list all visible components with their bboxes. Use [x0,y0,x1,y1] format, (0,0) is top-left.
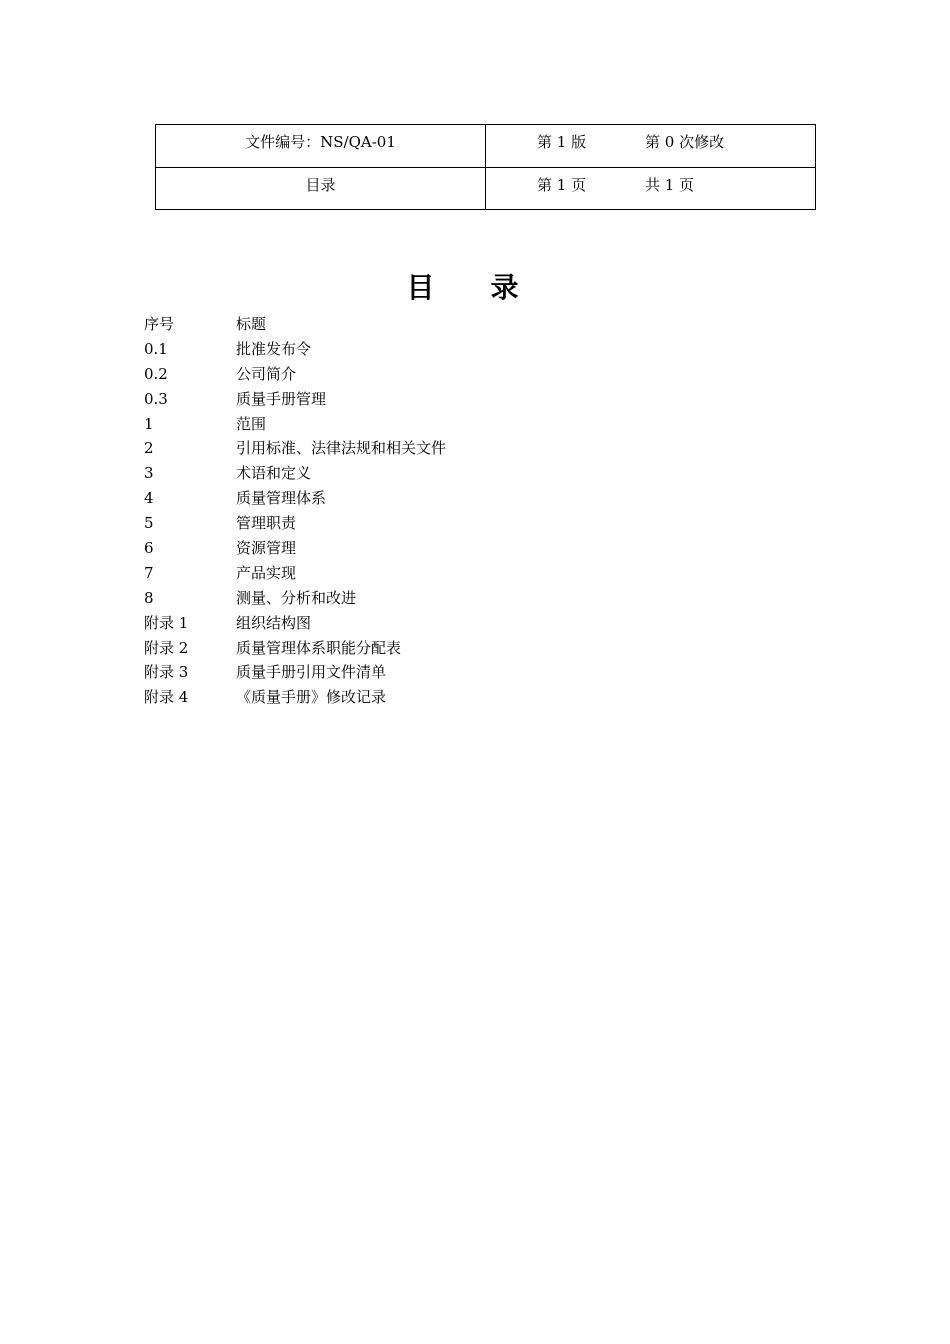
total-pages: 共 1 页 [645,175,695,194]
toc-item-title: 质量手册引用文件清单 [236,663,387,682]
header-row [156,125,816,168]
toc-item-number: 4 [144,489,154,508]
page-title: 目录 [406,271,575,304]
toc-item-number: 1 [144,414,154,433]
page-number: 第 1 页 [537,175,587,194]
toc-item-title: 《质量手册》修改记录 [236,688,387,707]
toc-column-title: 标题 [236,315,267,333]
toc-item-title: 管理职责 [236,514,297,533]
doc-number: 文件编号：NS/QA-01 [245,133,396,151]
toc-item-number: 5 [144,514,154,533]
toc-item-title: 组织结构图 [236,613,312,632]
toc-item-number: 2 [144,439,154,458]
edition: 第 1 版 [537,133,587,151]
toc-item-title: 质量管理体系职能分配表 [236,638,402,657]
toc-item-title: 引用标准、法律法规和相关文件 [236,439,447,458]
section-name: 目录 [305,175,336,194]
revision: 第 0 次修改 [645,133,725,151]
toc-item-number: 8 [144,588,154,607]
toc-item-number: 0.1 [144,339,168,358]
toc-item-number: 3 [144,464,154,483]
toc-item-title: 测量、分析和改进 [236,588,357,607]
toc-item-title: 术语和定义 [236,464,312,483]
toc-item-number: 6 [144,539,154,558]
toc-item-number: 附录 4 [144,688,189,707]
toc-item-number: 附录 2 [144,638,189,657]
toc-item-number: 0.3 [144,389,168,408]
header-row [156,167,816,210]
toc-column-number: 序号 [144,315,175,333]
toc-item-title: 公司简介 [236,364,297,383]
section-cell [156,167,486,210]
toc-item-number: 附录 3 [144,663,189,682]
toc-item-title: 范围 [236,414,267,433]
edition-cell [486,125,816,168]
toc-item-title: 资源管理 [236,539,297,558]
page-cell [486,167,816,210]
toc-item-title: 批准发布令 [236,339,312,358]
document-header-table [155,124,816,210]
toc-item-title: 产品实现 [236,563,297,582]
toc-item-number: 7 [144,563,154,582]
doc-number-cell [156,125,486,168]
toc-item-title: 质量管理体系 [236,489,327,508]
toc-item-number: 附录 1 [144,613,189,632]
toc-item-title: 质量手册管理 [236,389,327,408]
toc-item-number: 0.2 [144,364,168,383]
